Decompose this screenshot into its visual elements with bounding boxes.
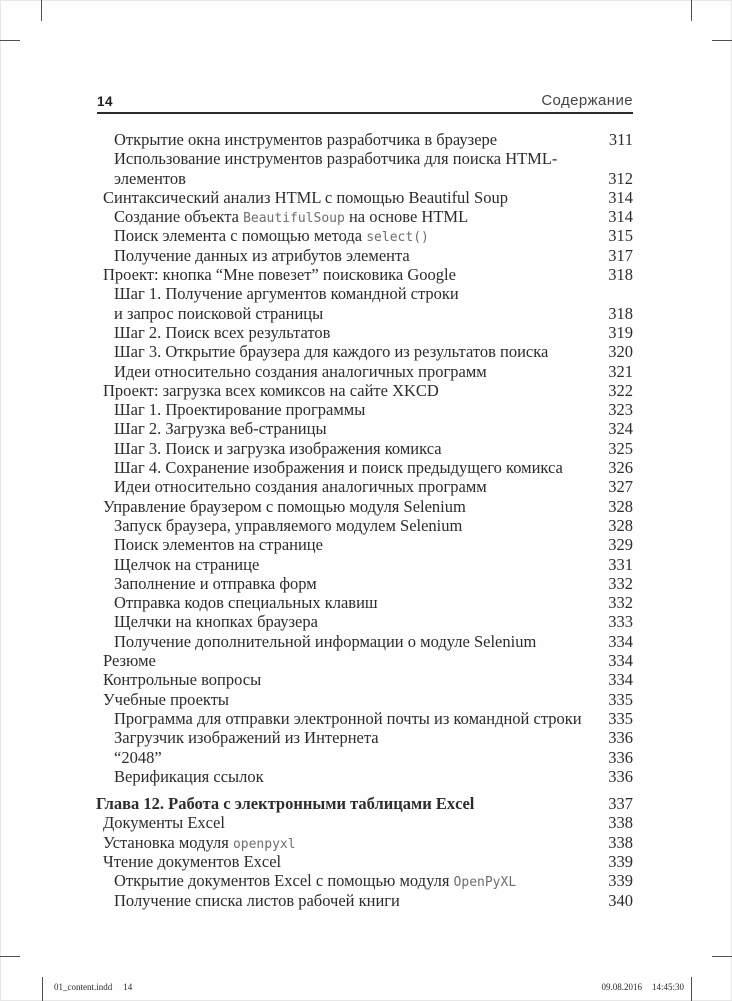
toc-entry-page: 340 <box>608 890 633 910</box>
toc-text: и запрос поисковой страницы <box>114 303 324 323</box>
toc-text: Шаг 2. Загрузка веб-страницы <box>114 419 327 439</box>
toc-entry-title <box>96 304 323 323</box>
footer-file-info <box>54 982 132 992</box>
toc-text: элементов <box>114 168 186 188</box>
toc-entry <box>96 813 633 832</box>
crop-mark-bottom-left-horizontal <box>0 956 20 957</box>
crop-mark-top-right-horizontal <box>712 40 732 41</box>
toc-entry-title <box>96 891 400 910</box>
toc-text: Учебные проекты <box>103 689 230 709</box>
toc-text: Установка модуля <box>103 832 233 852</box>
toc-code-term: BeautifulSoup <box>243 211 345 227</box>
toc-entry <box>96 535 633 554</box>
toc-entry-page: 326 <box>608 458 633 478</box>
footer-time: 14:45:30 <box>651 982 684 992</box>
crop-mark-top-left-horizontal <box>0 40 20 41</box>
toc-entry <box>96 767 633 786</box>
toc-entry <box>96 574 633 593</box>
toc-text: Загрузчик изображений из Интернета <box>114 728 379 748</box>
toc-entry-title <box>96 767 264 786</box>
toc-text: Проект: кнопка “Мне повезет” поисковика Google <box>103 265 456 285</box>
toc-entry <box>96 632 633 651</box>
toc-entry <box>96 728 633 747</box>
toc-entry <box>96 833 633 852</box>
footer-file-name: 01_content.indd <box>54 982 113 992</box>
toc-entry-title <box>96 690 229 709</box>
toc-entry-page: 317 <box>608 245 633 265</box>
crop-mark-bottom-left-vertical <box>42 977 43 1001</box>
toc-entry-page: 327 <box>608 477 633 497</box>
toc-entry <box>96 709 633 728</box>
toc-entry-page: 318 <box>608 303 633 323</box>
toc-entry-title <box>96 188 508 207</box>
toc-text: на основе HTML <box>344 207 469 227</box>
toc-entry-page: 314 <box>608 187 633 207</box>
toc-entry-title <box>96 477 487 496</box>
toc-entry-page: 337 <box>608 794 633 814</box>
toc-entry <box>96 477 633 496</box>
toc-text: Использование инструментов разработчика для поиска HTML- <box>114 149 558 169</box>
toc-text: Шаг 3. Открытие браузера для каждого из результатов поиска <box>114 342 549 362</box>
toc-entry <box>96 169 633 188</box>
toc-entry <box>96 670 633 689</box>
toc-entry-title <box>96 169 186 188</box>
toc-entry-page: 323 <box>608 400 633 420</box>
toc-entry-page: 325 <box>608 438 633 458</box>
toc-text: Получение дополнительной информации о модуле Selenium <box>114 631 537 651</box>
toc-entry <box>96 207 633 226</box>
toc-entry <box>96 497 633 516</box>
toc-entry-page: 334 <box>608 631 633 651</box>
toc-text: Запуск браузера, управляемого модулем Selenium <box>114 515 463 535</box>
toc-entry-title <box>96 265 456 284</box>
toc-entry-title <box>96 748 162 767</box>
toc-entry-page: 335 <box>608 689 633 709</box>
toc-entry-title <box>96 612 318 631</box>
toc-text: Шаг 1. Проектирование программы <box>114 400 366 420</box>
toc-text: Создание объекта <box>114 207 244 227</box>
toc-entry-page: 338 <box>608 813 633 833</box>
toc-text: Чтение документов Excel <box>103 851 282 871</box>
running-head <box>97 92 633 114</box>
toc-entry <box>96 458 633 477</box>
toc-text: Получение данных из атрибутов элемента <box>114 245 410 265</box>
toc-text: Шаг 1. Получение аргументов командной строки <box>114 284 459 304</box>
toc-entry-title <box>96 419 327 438</box>
toc-code-term: openpyxl <box>232 836 296 852</box>
crop-mark-bottom-right-vertical <box>691 977 692 1001</box>
toc-text: Поиск элементов на странице <box>114 535 323 555</box>
toc-entry-page: 335 <box>608 708 633 728</box>
toc-text: “2048” <box>114 747 162 767</box>
toc-entry-title <box>96 381 439 400</box>
page-number: 14 <box>97 94 114 109</box>
toc-entry <box>96 342 633 361</box>
toc-entry <box>96 439 633 458</box>
toc-entry-page: 338 <box>608 832 633 852</box>
toc-entry-title <box>96 555 259 574</box>
toc-entry-page: 334 <box>608 670 633 690</box>
toc-entry-page: 329 <box>608 535 633 555</box>
toc-entry-title <box>96 670 261 689</box>
crop-mark-bottom-right-horizontal <box>712 956 732 957</box>
toc-entry-title <box>96 632 536 651</box>
toc-text: Шаг 2. Поиск всех результатов <box>114 322 331 342</box>
toc-text: Отправка кодов специальных клавиш <box>114 593 378 613</box>
toc-code-term: select() <box>366 230 429 246</box>
footer-sheet-number: 14 <box>123 982 133 992</box>
toc-text: Щелчки на кнопках браузера <box>114 612 318 632</box>
toc-text: Синтаксический анализ HTML с помощью Beautiful Soup <box>103 187 508 207</box>
toc-entry <box>96 794 633 813</box>
toc-entry-title <box>96 246 410 265</box>
toc-entry <box>96 891 633 910</box>
toc-entry-page: 321 <box>608 361 633 381</box>
toc-entry-title <box>96 852 281 871</box>
toc-entry-page: 332 <box>608 593 633 613</box>
toc-entry-page: 322 <box>608 380 633 400</box>
toc-entry <box>96 555 633 574</box>
toc-text: Щелчок на странице <box>114 554 260 574</box>
toc-entry <box>96 612 633 631</box>
toc-entry <box>96 871 633 890</box>
footer-timestamp <box>601 982 684 992</box>
toc-entry <box>96 304 633 323</box>
toc-entry-page: 324 <box>608 419 633 439</box>
toc-text: Глава 12. Работа с электронными таблицами Excel <box>96 794 475 814</box>
toc-text: Открытие документов Excel с помощью модуля <box>114 871 454 891</box>
toc-text: Программа для отправки электронной почты из командной строки <box>114 708 582 728</box>
toc-entry-title <box>96 709 582 728</box>
toc-text: Получение списка листов рабочей книги <box>114 890 400 910</box>
toc-entry-page: 336 <box>608 766 633 786</box>
toc-entry-title <box>96 284 459 303</box>
toc-entry-title <box>96 323 330 342</box>
toc-entry <box>96 593 633 612</box>
toc-entry-title <box>96 362 487 381</box>
toc-entry-title <box>96 535 323 554</box>
toc-entry-title <box>96 342 548 361</box>
toc-entry <box>96 188 633 207</box>
toc-entry <box>96 265 633 284</box>
toc-entry-page: 328 <box>608 515 633 535</box>
toc-entry <box>96 419 633 438</box>
toc-entry-page: 312 <box>608 168 633 188</box>
toc-entry-title <box>96 871 516 892</box>
crop-mark-top-left-vertical <box>41 0 42 21</box>
toc-entry <box>96 400 633 419</box>
toc-entry-page: 332 <box>608 573 633 593</box>
toc-entry <box>96 149 633 168</box>
toc-entry-page: 339 <box>608 851 633 871</box>
toc-entry-title <box>96 497 466 516</box>
toc-entry-title <box>96 728 379 747</box>
toc-code-term: OpenPyXL <box>453 875 517 891</box>
toc-text: Поиск элемента с помощью метода <box>114 226 367 246</box>
toc-text: Документы Excel <box>103 813 225 833</box>
toc-entry-page: 336 <box>608 747 633 767</box>
toc-text: Резюме <box>103 651 156 671</box>
toc-entry-title <box>96 593 378 612</box>
toc-entry-title <box>96 226 429 247</box>
toc-entry-title <box>96 149 557 168</box>
toc-text: Верификация ссылок <box>114 766 264 786</box>
toc-entry-title <box>96 516 462 535</box>
toc-text: Шаг 4. Сохранение изображения и поиск предыдущего комикса <box>114 458 563 478</box>
toc-text: Управление браузером с помощью модуля Selenium <box>103 496 466 516</box>
footer-date: 09.08.2016 <box>601 982 642 992</box>
toc-entry <box>96 130 633 149</box>
toc-text: Заполнение и отправка форм <box>114 573 317 593</box>
toc-entry-page: 336 <box>608 728 633 748</box>
toc-entry-title <box>96 439 442 458</box>
toc-entry-title <box>96 651 156 670</box>
toc-entry-page: 314 <box>608 207 633 227</box>
toc-entry <box>96 323 633 342</box>
toc-entry <box>96 516 633 535</box>
toc-entry <box>96 246 633 265</box>
toc-entry-title <box>96 130 497 149</box>
toc-entry-title <box>96 813 225 832</box>
toc-text: Проект: загрузка всех комиксов на сайте XKCD <box>103 380 439 400</box>
toc-entry-page: 328 <box>608 496 633 516</box>
running-title: Содержание <box>541 92 633 109</box>
toc-entry-page: 318 <box>608 265 633 285</box>
toc-entry-page: 315 <box>608 226 633 246</box>
toc-entry-title <box>96 458 563 477</box>
toc-entry-title <box>96 833 296 854</box>
toc-entry-title <box>96 207 468 228</box>
toc-entry <box>96 651 633 670</box>
crop-mark-top-right-vertical <box>691 0 692 21</box>
toc-entry-page: 334 <box>608 651 633 671</box>
toc-text: Контрольные вопросы <box>103 670 262 690</box>
toc-entry <box>96 284 633 303</box>
toc-entry-page: 311 <box>608 130 633 149</box>
toc-entry-title <box>96 574 317 593</box>
toc-entry <box>96 362 633 381</box>
toc-entry-title <box>96 400 365 419</box>
toc-list <box>96 130 633 910</box>
toc-entry-page: 320 <box>608 342 633 362</box>
toc-entry-page: 333 <box>608 612 633 632</box>
toc-text: Идеи относительно создания аналогичных программ <box>114 361 487 381</box>
toc-entry <box>96 381 633 400</box>
toc-text: Открытие окна инструментов разработчика в браузере <box>114 130 498 149</box>
toc-entry-page: 331 <box>608 554 633 574</box>
toc-entry-title <box>96 794 474 813</box>
toc-entry-page: 339 <box>608 871 633 891</box>
toc-entry <box>96 690 633 709</box>
toc-text: Шаг 3. Поиск и загрузка изображения комикса <box>114 438 442 458</box>
toc-entry <box>96 748 633 767</box>
toc-entry-page: 319 <box>608 322 633 342</box>
toc-entry <box>96 226 633 245</box>
toc-text: Идеи относительно создания аналогичных программ <box>114 477 487 497</box>
toc-entry <box>96 852 633 871</box>
